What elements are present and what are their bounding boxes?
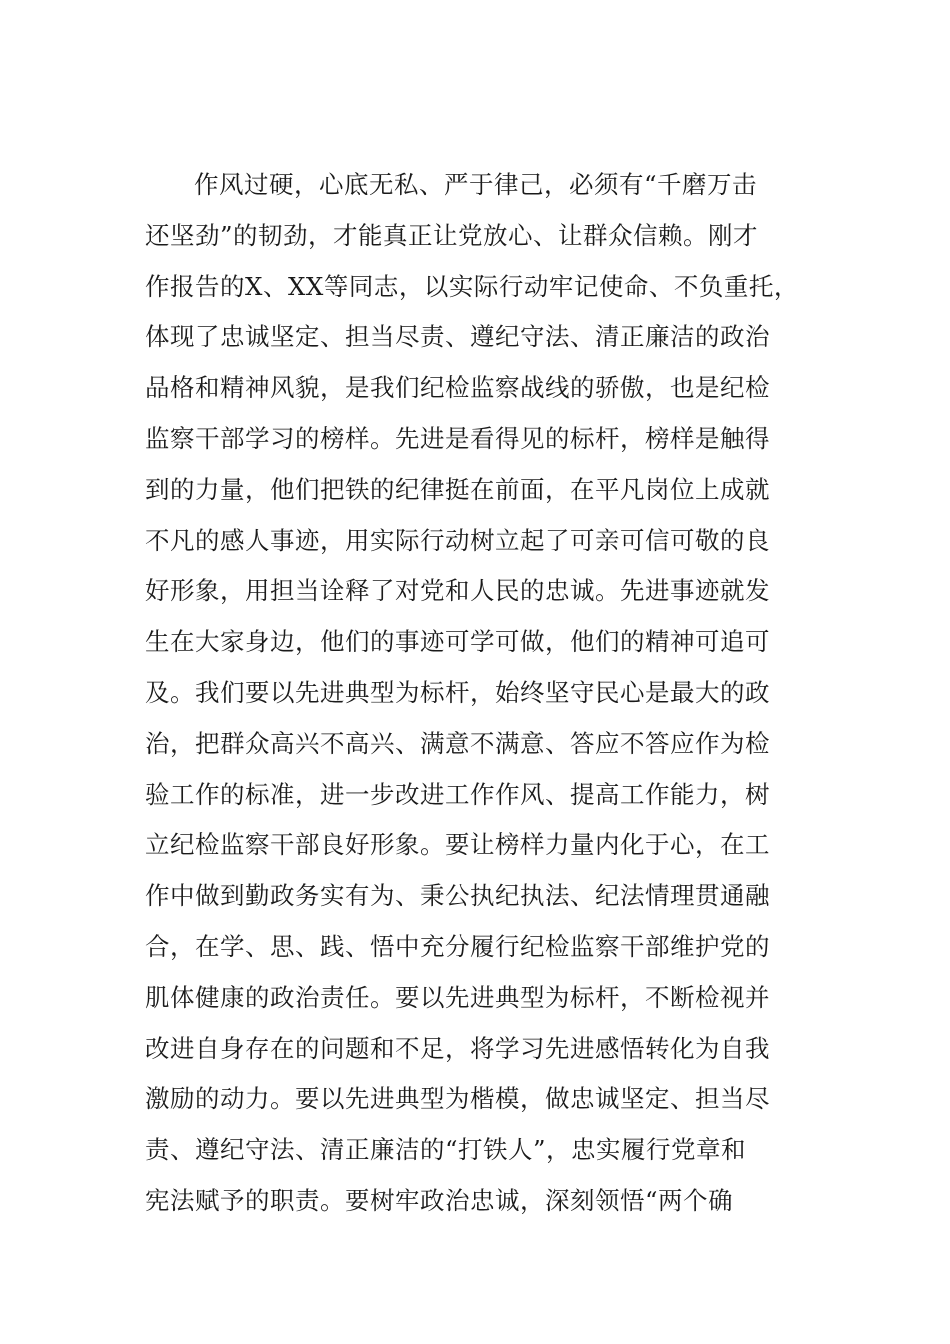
text-line: 及。我们要以先进典型为标杆，始终坚守民心是最大的政 xyxy=(145,677,770,707)
text-line: 监察干部学习的榜样。先进是看得见的标杆，榜样是触得 xyxy=(145,423,770,453)
text-line: 到的力量，他们把铁的纪律挺在前面，在平凡岗位上成就 xyxy=(145,474,770,504)
text-line: 体现了忠诚坚定、担当尽责、遵纪守法、清正廉洁的政治 xyxy=(145,322,770,352)
text-line: 还坚劲”的韧劲，才能真正让党放心、让群众信赖。刚才 xyxy=(145,220,759,250)
text-line: 作中做到勤政务实有为、秉公执纪执法、纪法情理贯通融 xyxy=(145,881,770,911)
text-line: 品格和精神风貌，是我们纪检监察战线的骄傲，也是纪检 xyxy=(145,373,770,403)
text-line: 生在大家身边，他们的事迹可学可做，他们的精神可追可 xyxy=(145,627,770,657)
text-line: 激励的动力。要以先进典型为楷模，做忠诚坚定、担当尽 xyxy=(145,1084,770,1114)
text-line: 立纪检监察干部良好形象。要让榜样力量内化于心，在工 xyxy=(145,830,770,860)
text-line: 肌体健康的政治责任。要以先进典型为标杆，不断检视并 xyxy=(145,982,770,1012)
text-line: 改进自身存在的问题和不足，将学习先进感悟转化为自我 xyxy=(145,1033,770,1063)
text-line: 合，在学、思、践、悟中充分履行纪检监察干部维护党的 xyxy=(145,931,770,961)
text-line: 宪法赋予的职责。要树牢政治忠诚，深刻领悟“两个确 xyxy=(145,1185,734,1215)
body-paragraph xyxy=(145,160,805,1227)
text-line: 作报告的X、XX等同志，以实际行动牢记使命、不负重托， xyxy=(145,271,799,301)
text-line: 验工作的标准，进一步改进工作作风、提高工作能力，树 xyxy=(145,779,770,809)
text-line: 不凡的感人事迹，用实际行动树立起了可亲可信可敬的良 xyxy=(145,525,770,555)
text-line: 作风过硬，心底无私、严于律己，必须有“千磨万击 xyxy=(194,170,758,199)
text-line: 好形象，用担当诠释了对党和人民的忠诚。先进事迹就发 xyxy=(145,576,770,606)
text-line: 治，把群众高兴不高兴、满意不满意、答应不答应作为检 xyxy=(145,728,770,758)
text-line: 责、遵纪守法、清正廉洁的“打铁人”，忠实履行党章和 xyxy=(145,1135,747,1165)
